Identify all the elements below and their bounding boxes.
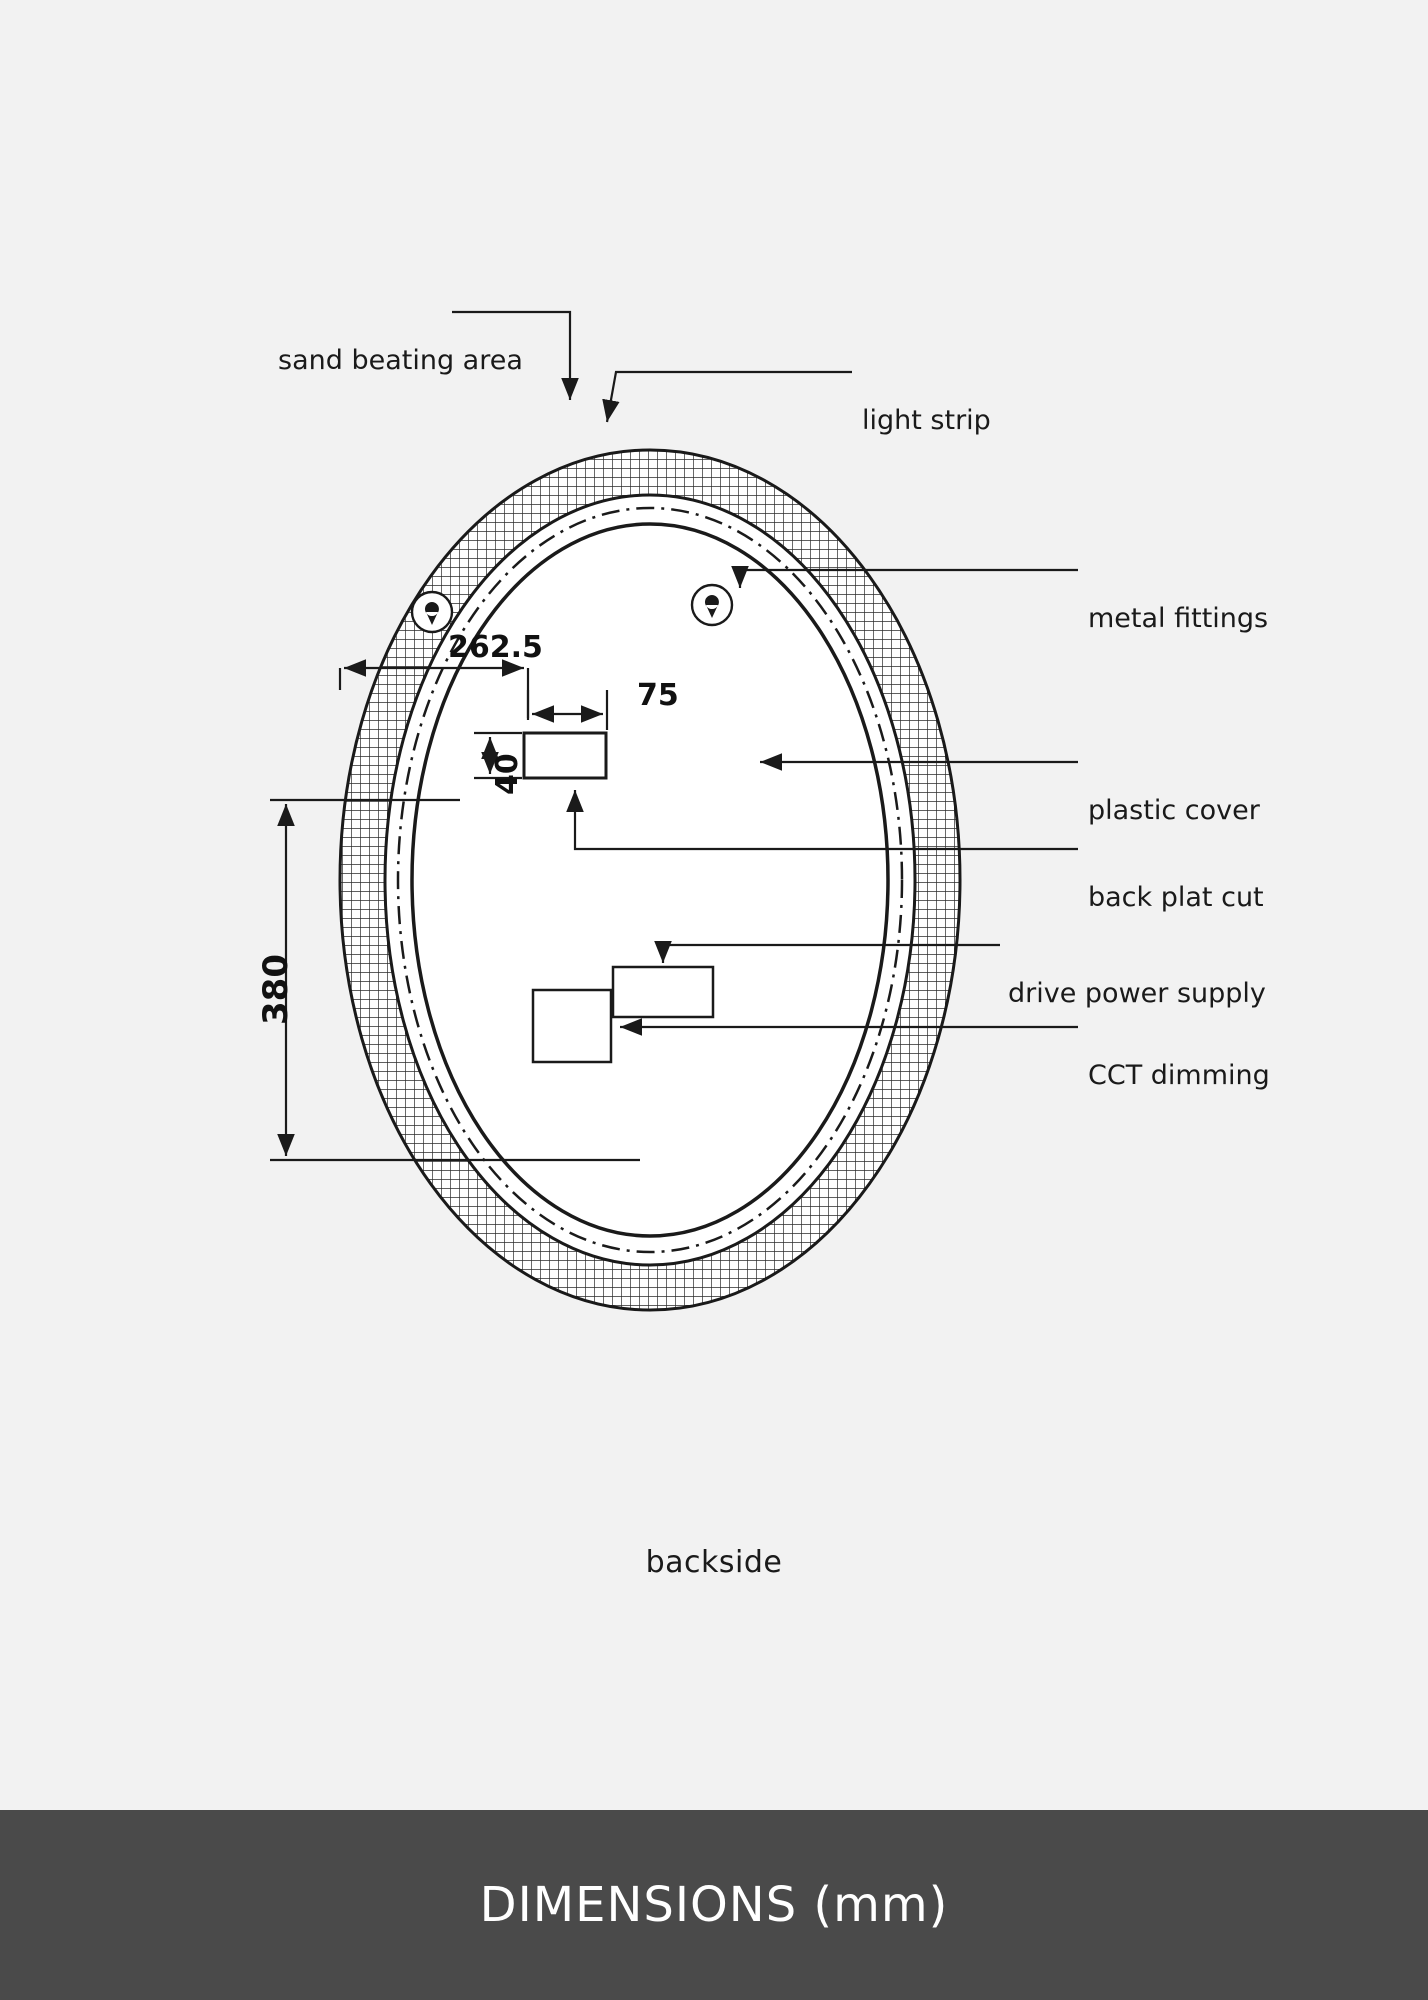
- dimension-value-380: 380: [256, 954, 296, 1025]
- label-back-plat-cut: back plat cut: [1088, 882, 1264, 913]
- diagram-caption: backside: [645, 1545, 783, 1580]
- dimension-value-40: 40: [490, 753, 525, 795]
- cct-dimming-rect: [533, 990, 611, 1062]
- footer-title: DIMENSIONS (mm): [479, 1877, 949, 1933]
- label-drive-power-supply: drive power supply: [1008, 978, 1266, 1009]
- label-metal-fittings: metal fittings: [1088, 603, 1269, 634]
- metal-fitting-left: [412, 592, 452, 632]
- label-cct-dimming: CCT dimming: [1088, 1060, 1270, 1091]
- mirror-outline: [340, 450, 960, 1310]
- label-light-strip: light strip: [862, 405, 991, 436]
- footer-bar: [0, 1810, 1428, 2000]
- back-plate-cut-rect: [524, 733, 606, 778]
- drive-power-supply-rect: [613, 967, 713, 1017]
- label-sand-beating-area: sand beating area: [278, 345, 523, 376]
- metal-fitting-right: [692, 585, 732, 625]
- dimension-value-262-5: 262.5: [448, 630, 543, 665]
- label-plastic-cover: plastic cover: [1088, 795, 1260, 826]
- leader-light-strip: [607, 372, 852, 422]
- dimension-value-75: 75: [637, 678, 679, 713]
